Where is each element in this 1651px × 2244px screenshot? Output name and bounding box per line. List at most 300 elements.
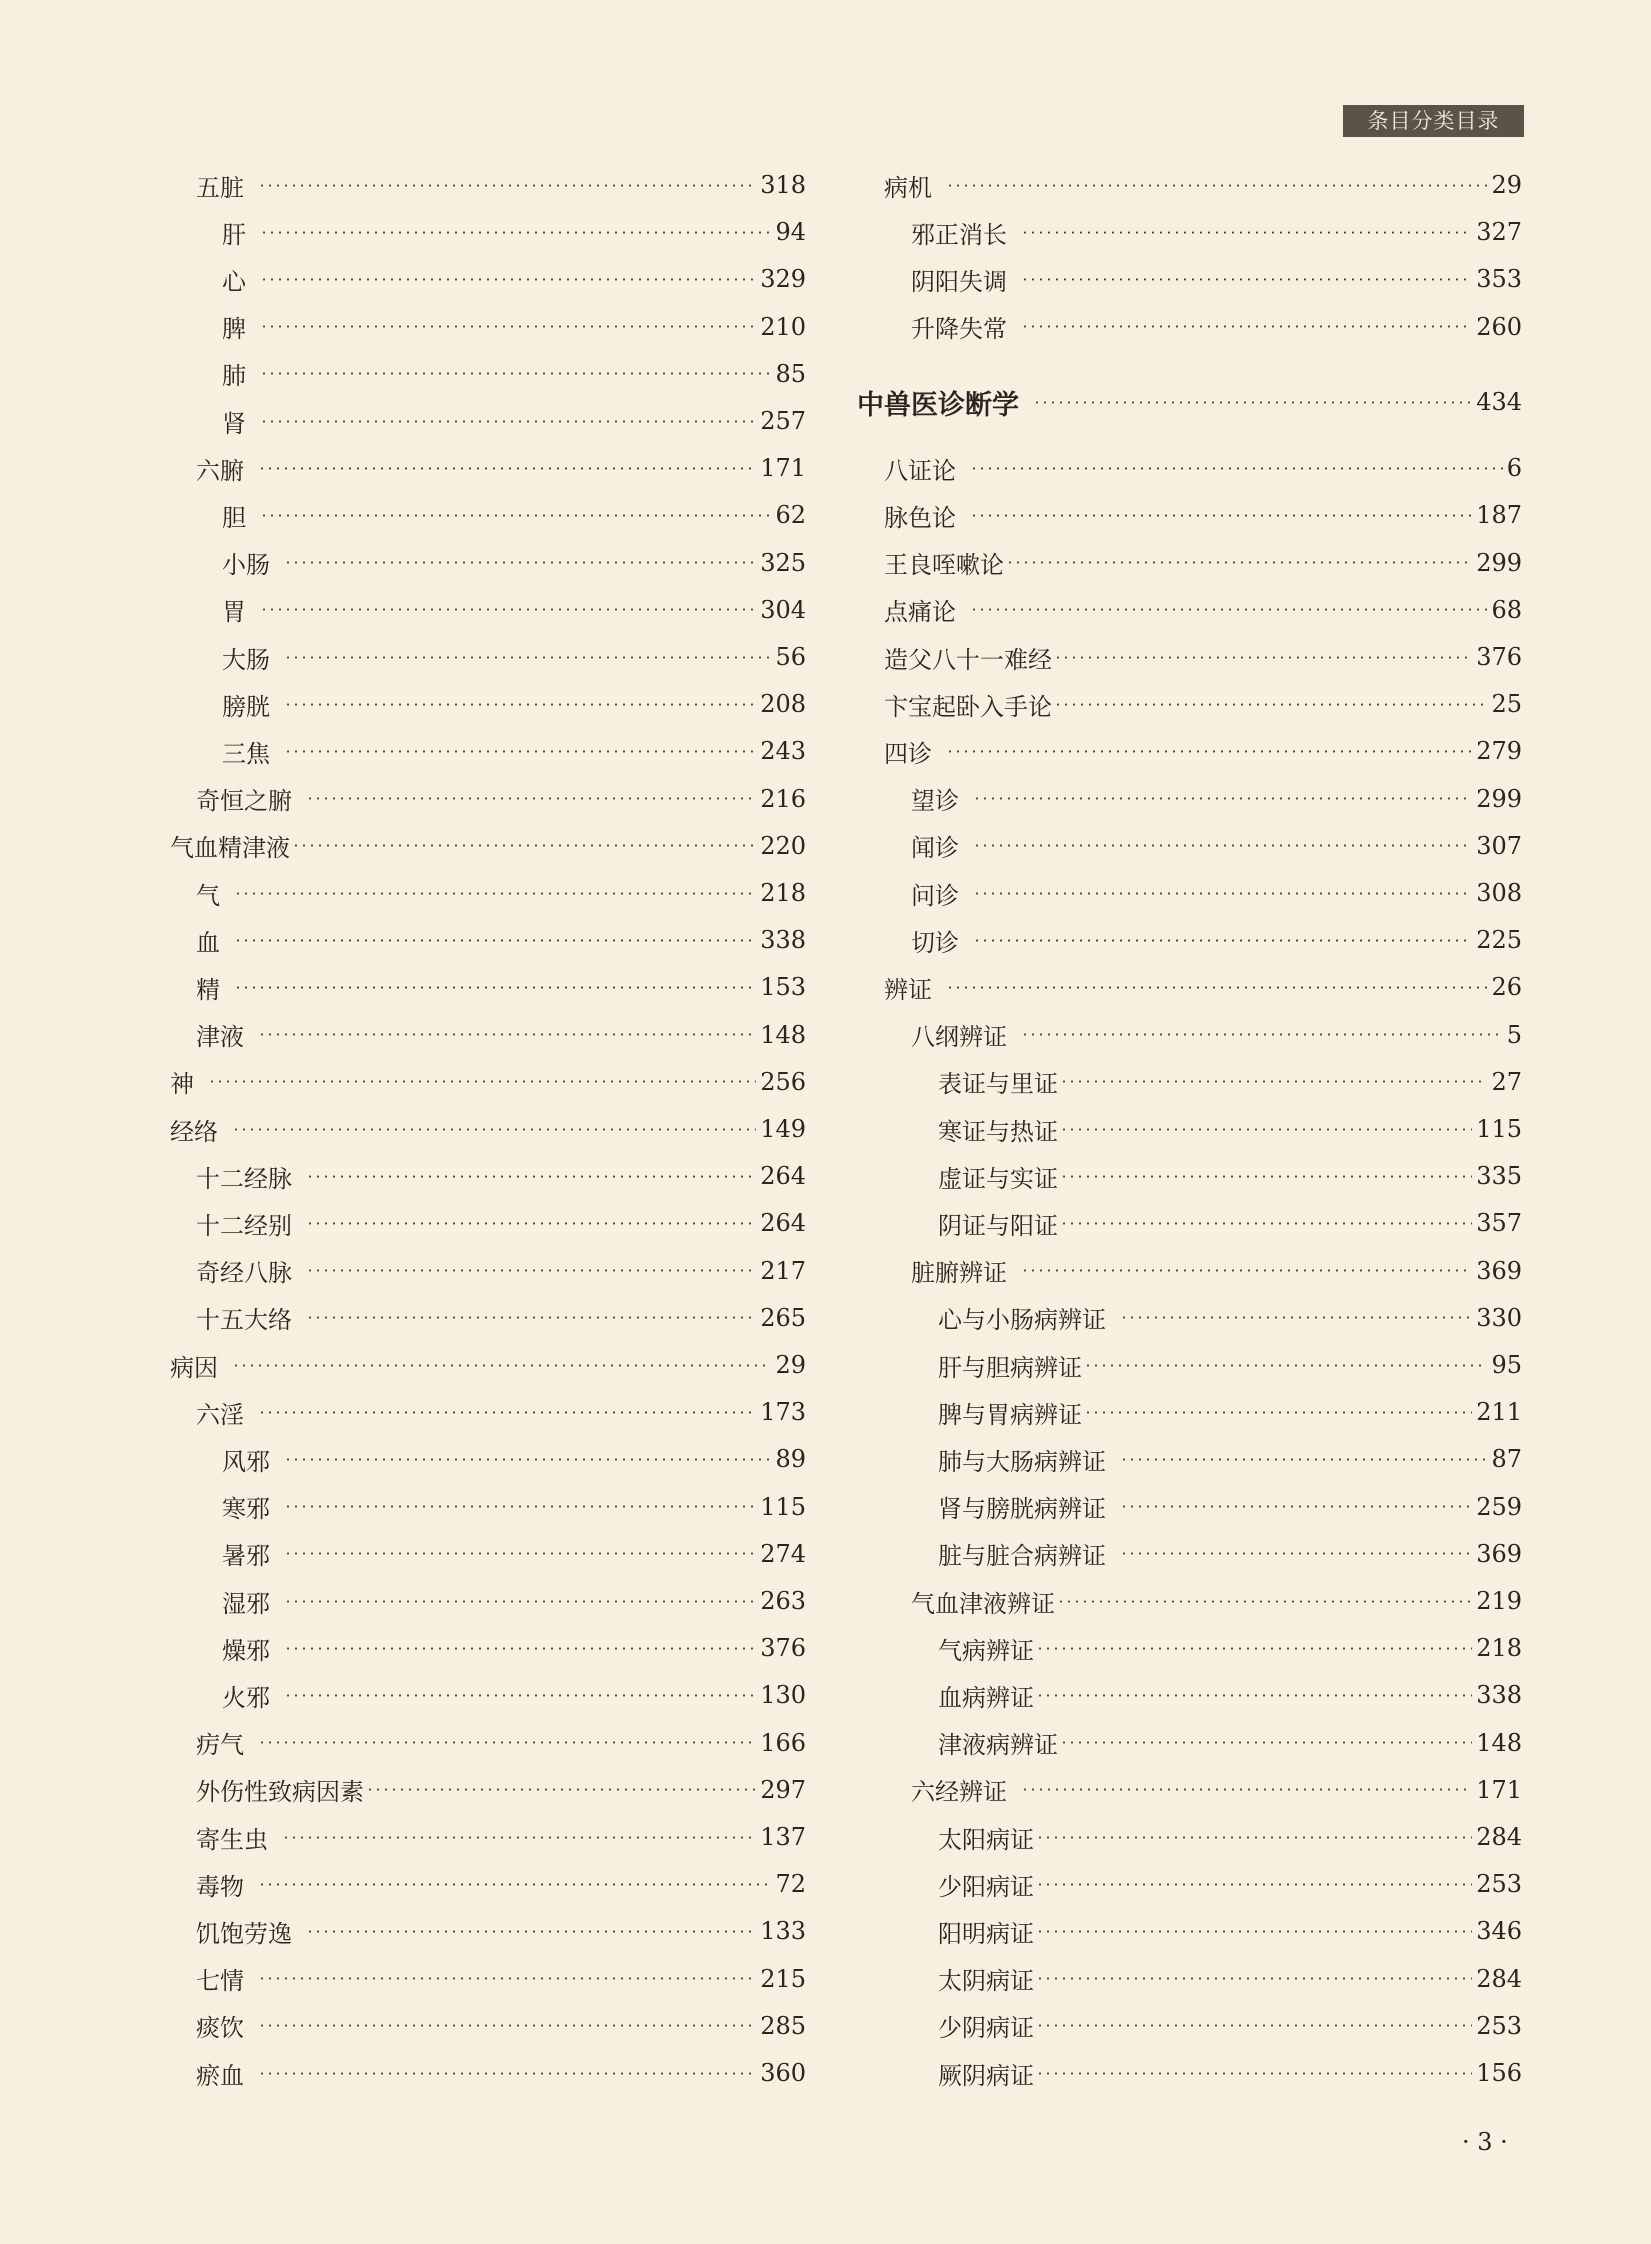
toc-entry-page: 25 [1491,690,1522,719]
toc-entry[interactable] [170,2055,806,2091]
toc-entry-label: 闻诊 [911,834,959,863]
toc-entry-label: 厥阴病证 [938,2061,1034,2090]
toc-entry-label: 经络 [170,1117,218,1146]
toc-entry-page: 210 [760,312,806,341]
toc-entry-page: 26 [1491,973,1522,1002]
toc-entry[interactable] [170,1819,806,1855]
toc-entry-page: 5 [1506,1020,1522,1049]
toc-entry[interactable] [857,1111,1522,1147]
toc-entry[interactable] [857,2008,1522,2044]
toc-entry[interactable] [170,167,806,203]
dot-leader [1060,1222,1472,1225]
toc-entry[interactable] [170,1725,806,1761]
toc-entry-label: 中兽医诊断学 [857,389,1019,421]
toc-entry-label: 血 [196,928,220,957]
toc-entry-page: 208 [760,690,806,719]
dot-leader [1036,1836,1472,1839]
toc-entry[interactable] [170,261,806,297]
toc-entry-page: 285 [760,2011,806,2040]
toc-entry-page: 253 [1476,1870,1522,1899]
dot-leader [284,1600,756,1603]
dot-leader [1036,2024,1472,2027]
dot-leader [306,1930,756,1933]
toc-entry-label: 太阴病证 [938,1967,1034,1996]
dot-leader [258,467,756,470]
toc-entry-label: 表证与里证 [938,1070,1058,1099]
dot-leader [306,1222,756,1225]
toc-entry-page: 263 [760,1587,806,1615]
toc-entry[interactable] [170,1300,806,1336]
dot-leader [1021,1269,1472,1272]
toc-entry-page: 299 [1476,548,1522,577]
toc-entry[interactable] [170,309,806,345]
toc-entry-label: 气病辨证 [938,1636,1034,1665]
toc-entry[interactable] [857,1583,1522,1619]
toc-entry-page: 130 [760,1681,806,1710]
dot-leader [1021,278,1472,281]
toc-entry-label: 精 [196,975,220,1004]
toc-entry-page: 259 [1476,1492,1522,1521]
toc-entry[interactable] [857,1913,1522,1949]
dot-leader [1021,1033,1503,1036]
dot-leader [258,2072,756,2075]
dot-leader [1036,2072,1472,2075]
toc-entry[interactable] [170,450,806,486]
toc-entry-page: 148 [760,1020,806,1049]
toc-entry[interactable] [170,356,806,392]
toc-entry[interactable] [857,1961,1522,1997]
toc-entry-label: 寒证与热证 [938,1117,1058,1146]
toc-entry[interactable] [170,828,806,864]
toc-entry-label: 阴阳失调 [911,267,1007,296]
dot-leader [234,939,756,942]
dot-leader [946,750,1472,753]
toc-entry[interactable] [170,497,806,533]
toc-entry-label: 六经辨证 [911,1778,1007,1807]
toc-entry-page: 115 [1476,1115,1522,1143]
dot-leader [1006,561,1472,564]
dot-leader [258,1411,756,1414]
toc-entry-page: 360 [760,2059,806,2087]
toc-entry-page: 369 [1476,1256,1522,1285]
dot-leader [258,1033,756,1036]
toc-entry[interactable] [170,545,806,581]
dot-leader [284,1647,756,1650]
toc-entry[interactable] [857,1725,1522,1761]
toc-entry-label: 血病辨证 [938,1683,1034,1712]
dot-leader [970,608,1487,611]
toc-entry[interactable] [170,686,806,722]
dot-leader [1060,1080,1487,1083]
toc-entry-label: 瘀血 [196,2061,244,2090]
toc-entry-page: 218 [1476,1634,1522,1663]
toc-entry-label: 气 [196,881,220,910]
toc-entry-label: 太阳病证 [938,1825,1034,1854]
toc-entry-label: 肝 [222,220,246,249]
toc-entry[interactable] [857,497,1522,533]
dot-leader [1036,1694,1472,1697]
dot-leader [260,420,756,423]
toc-entry[interactable] [170,1205,806,1241]
toc-entry[interactable] [170,1017,806,1053]
toc-entry-page: 325 [760,548,806,577]
toc-entry[interactable] [170,1441,806,1477]
toc-entry-page: 434 [1476,388,1522,417]
toc-entry-page: 133 [760,1917,806,1946]
dot-leader [284,561,756,564]
section-header-tag: 条目分类目录 [1343,105,1524,137]
toc-entry-label: 脉色论 [884,503,956,532]
dot-leader [258,2024,756,2027]
toc-entry[interactable] [170,639,806,675]
toc-entry[interactable] [170,1677,806,1713]
dot-leader [1060,1128,1472,1131]
toc-entry-page: 338 [760,926,806,955]
toc-entry-page: 68 [1491,595,1522,624]
toc-entry-page: 171 [760,454,806,483]
toc-entry-label: 六腑 [196,456,244,485]
toc-entry-label: 神 [170,1070,194,1099]
toc-entry-label: 心与小肠病辨证 [938,1306,1106,1335]
toc-entry-label: 肺 [222,362,246,391]
toc-entry[interactable] [170,1536,806,1572]
dot-leader [1120,1316,1472,1319]
toc-entry-label: 病因 [170,1353,218,1382]
toc-entry-page: 29 [1491,171,1522,199]
dot-leader [284,703,756,706]
toc-entry-label: 邪正消长 [911,220,1007,249]
toc-entry[interactable] [857,1489,1522,1525]
toc-entry[interactable] [170,214,806,250]
toc-entry-label: 风邪 [222,1447,270,1476]
toc-entry[interactable] [170,1158,806,1194]
dot-leader [260,231,771,234]
toc-entry[interactable] [170,1772,806,1808]
dot-leader [970,514,1472,517]
dot-leader [1057,1600,1472,1603]
toc-entry-label: 六淫 [196,1400,244,1429]
toc-entry-page: 357 [1476,1209,1522,1238]
toc-entry-label: 少阳病证 [938,1872,1034,1901]
toc-entry[interactable] [857,922,1522,958]
toc-entry[interactable] [857,1205,1522,1241]
toc-entry-page: 166 [760,1728,806,1757]
dot-leader [306,1175,756,1178]
toc-entry[interactable] [857,969,1522,1005]
dot-leader [306,1269,756,1272]
dot-leader [973,939,1472,942]
toc-entry-label: 望诊 [911,787,959,816]
toc-entry[interactable] [170,875,806,911]
dot-leader [284,1552,756,1555]
toc-entry[interactable] [857,1677,1522,1713]
toc-entry-page: 153 [760,973,806,1002]
toc-entry-page: 335 [1476,1162,1522,1191]
toc-entry-label: 问诊 [911,881,959,910]
toc-entry-label: 八证论 [884,456,956,485]
toc-entry-label: 燥邪 [222,1636,270,1665]
toc-entry[interactable] [170,1064,806,1100]
toc-entry[interactable] [857,1017,1522,1053]
dot-leader [1036,1977,1472,1980]
toc-entry-page: 284 [1476,1823,1522,1851]
dot-leader [946,184,1487,187]
dot-leader [973,892,1472,895]
toc-entry-page: 95 [1491,1351,1522,1379]
toc-entry[interactable] [857,261,1522,297]
toc-entry[interactable] [857,1158,1522,1194]
toc-entry-label: 暑邪 [222,1542,270,1571]
toc-entry[interactable] [857,1253,1522,1289]
toc-entry-label: 病机 [884,173,932,202]
toc-entry-page: 327 [1476,218,1522,247]
toc-entry-label: 津液病辨证 [938,1731,1058,1760]
toc-entry-label: 阴证与阳证 [938,1211,1058,1240]
dot-leader [260,608,756,611]
toc-entry[interactable] [857,875,1522,911]
toc-entry-page: 329 [760,265,806,294]
toc-entry-page: 216 [760,784,806,813]
dot-leader [260,514,771,517]
toc-entry[interactable] [857,167,1522,203]
toc-entry[interactable] [857,309,1522,345]
toc-entry[interactable] [857,781,1522,817]
dot-leader [284,1458,771,1461]
toc-entry[interactable] [170,1489,806,1525]
toc-entry-label: 卞宝起卧入手论 [884,692,1052,721]
toc-entry-label: 三焦 [222,739,270,768]
toc-entry-label: 七情 [196,1967,244,1996]
toc-entry[interactable] [857,1536,1522,1572]
toc-entry-page: 376 [760,1634,806,1663]
toc-entry-page: 219 [1476,1587,1522,1615]
toc-entry-page: 376 [1476,643,1522,671]
toc-entry-page: 89 [775,1445,806,1474]
toc-entry[interactable] [857,828,1522,864]
toc-entry-page: 265 [760,1303,806,1332]
dot-leader [1054,703,1487,706]
dot-leader [1084,1364,1487,1367]
dot-leader [258,1741,756,1744]
toc-entry[interactable] [857,214,1522,250]
dot-leader [260,372,771,375]
toc-entry[interactable] [170,1961,806,1997]
toc-entry-label: 津液 [196,1023,244,1052]
dot-leader [258,184,756,187]
toc-entry-page: 6 [1506,454,1522,483]
toc-entry-page: 87 [1491,1445,1522,1474]
toc-entry-page: 253 [1476,2011,1522,2040]
dot-leader [1036,1930,1472,1933]
toc-entry-page: 171 [1476,1775,1522,1804]
toc-entry[interactable] [170,1394,806,1430]
toc-entry[interactable] [857,545,1522,581]
toc-entry-page: 338 [1476,1681,1522,1710]
toc-entry-page: 218 [760,879,806,907]
dot-leader [258,1883,771,1886]
toc-entry-label: 虚证与实证 [938,1164,1058,1193]
toc-entry[interactable] [170,1583,806,1619]
dot-leader [1120,1552,1472,1555]
toc-entry-page: 299 [1476,784,1522,813]
dot-leader [1036,1883,1472,1886]
toc-entry-label: 饥饱劳逸 [196,1919,292,1948]
toc-entry-page: 318 [760,171,806,199]
toc-entry-page: 72 [775,1870,806,1899]
toc-entry-label: 肾与膀胱病辨证 [938,1495,1106,1524]
dot-leader [282,1836,756,1839]
toc-entry[interactable] [857,733,1522,769]
dot-leader [284,656,771,659]
toc-entry-label: 阳明病证 [938,1919,1034,1948]
dot-leader [1021,231,1472,234]
toc-entry[interactable] [170,592,806,628]
toc-entry-label: 肺与大肠病辨证 [938,1447,1106,1476]
toc-entry-label: 脏与脏合病辨证 [938,1542,1106,1571]
toc-entry-page: 225 [1476,926,1522,955]
toc-entry-label: 疠气 [196,1731,244,1760]
dot-leader [260,278,756,281]
dot-leader [292,844,756,847]
toc-entry-page: 115 [760,1492,806,1521]
toc-entry-label: 奇经八脉 [196,1259,292,1288]
dot-leader [1033,401,1472,404]
toc-entry-page: 211 [1476,1398,1522,1427]
toc-entry-label: 造父八十一难经 [884,645,1052,674]
dot-leader [973,797,1472,800]
toc-entry-label: 心 [222,267,246,296]
dot-leader [284,1694,756,1697]
toc-entry-page: 149 [760,1115,806,1143]
toc-entry[interactable] [170,1253,806,1289]
toc-entry-page: 156 [1476,2059,1522,2087]
dot-leader [973,844,1472,847]
toc-entry-page: 148 [1476,1728,1522,1757]
dot-leader [946,986,1487,989]
toc-entry[interactable] [857,1772,1522,1808]
toc-entry[interactable] [857,2055,1522,2091]
toc-entry-page: 346 [1476,1917,1522,1946]
toc-entry[interactable] [857,1300,1522,1336]
toc-entry[interactable] [170,1866,806,1902]
toc-entry-label: 十五大络 [196,1306,292,1335]
toc-entry-label: 毒物 [196,1872,244,1901]
dot-leader [1036,1647,1472,1650]
dot-leader [234,986,756,989]
toc-entry-label: 四诊 [884,739,932,768]
toc-entry[interactable] [857,450,1522,486]
toc-entry-label: 寒邪 [222,1495,270,1524]
toc-entry[interactable] [170,1913,806,1949]
toc-entry-label: 脏腑辨证 [911,1259,1007,1288]
page-number: · 3 · [1462,2128,1508,2156]
toc-entry-page: 297 [760,1775,806,1804]
toc-section-heading[interactable] [857,384,1522,420]
toc-entry-label: 脾 [222,315,246,344]
dot-leader [1021,1788,1472,1791]
dot-leader [232,1128,756,1131]
dot-leader [208,1080,756,1083]
toc-entry-page: 274 [760,1539,806,1568]
toc-entry-page: 243 [760,737,806,766]
toc-entry[interactable] [170,969,806,1005]
toc-entry-label: 八纲辨证 [911,1023,1007,1052]
toc-entry[interactable] [857,592,1522,628]
toc-entry[interactable] [857,1441,1522,1477]
toc-entry-label: 奇恒之腑 [196,787,292,816]
toc-entry-page: 264 [760,1162,806,1191]
toc-entry-label: 小肠 [222,551,270,580]
toc-entry-label: 气血津液辨证 [911,1589,1055,1618]
toc-entry-page: 29 [775,1351,806,1379]
dot-leader [1060,1175,1472,1178]
toc-entry-label: 胃 [222,598,246,627]
toc-entry[interactable] [170,1347,806,1383]
toc-entry-label: 脾与胃病辨证 [938,1400,1082,1429]
dot-leader [234,892,756,895]
toc-entry-page: 279 [1476,737,1522,766]
toc-entry[interactable] [857,1866,1522,1902]
toc-entry-page: 27 [1491,1067,1522,1096]
toc-entry-label: 火邪 [222,1683,270,1712]
toc-entry[interactable] [857,1347,1522,1383]
toc-entry-label: 胆 [222,503,246,532]
toc-entry[interactable] [857,1819,1522,1855]
toc-entry[interactable] [170,922,806,958]
dot-leader [260,325,756,328]
toc-entry[interactable] [170,781,806,817]
dot-leader [306,1316,756,1319]
toc-entry-page: 220 [760,831,806,860]
toc-entry-label: 外伤性致病因素 [196,1778,364,1807]
toc-entry-page: 62 [775,501,806,530]
toc-entry-page: 284 [1476,1964,1522,1993]
dot-leader [1021,325,1472,328]
dot-leader [232,1364,771,1367]
toc-entry-label: 辨证 [884,975,932,1004]
toc-entry-page: 330 [1476,1303,1522,1332]
dot-leader [970,467,1503,470]
toc-entry[interactable] [170,2008,806,2044]
dot-leader [258,1977,756,1980]
toc-entry-label: 气血精津液 [170,834,290,863]
toc-entry-page: 256 [760,1067,806,1096]
toc-entry-label: 切诊 [911,928,959,957]
toc-entry[interactable] [857,639,1522,675]
toc-entry[interactable] [170,1630,806,1666]
toc-entry-label: 膀胱 [222,692,270,721]
toc-entry[interactable] [857,1064,1522,1100]
toc-entry[interactable] [857,1630,1522,1666]
toc-entry-label: 十二经别 [196,1211,292,1240]
toc-entry[interactable] [170,403,806,439]
toc-entry-label: 王良咥嗽论 [884,551,1004,580]
toc-entry[interactable] [170,1111,806,1147]
dot-leader [284,1505,756,1508]
toc-entry-label: 五脏 [196,173,244,202]
toc-entry[interactable] [857,686,1522,722]
dot-leader [284,750,756,753]
toc-entry-page: 308 [1476,879,1522,907]
dot-leader [306,797,756,800]
toc-entry[interactable] [857,1394,1522,1430]
toc-entry-page: 85 [775,359,806,388]
toc-entry-page: 187 [1476,501,1522,530]
dot-leader [1060,1741,1472,1744]
toc-entry-label: 升降失常 [911,315,1007,344]
toc-entry-page: 173 [760,1398,806,1427]
toc-entry[interactable] [170,733,806,769]
